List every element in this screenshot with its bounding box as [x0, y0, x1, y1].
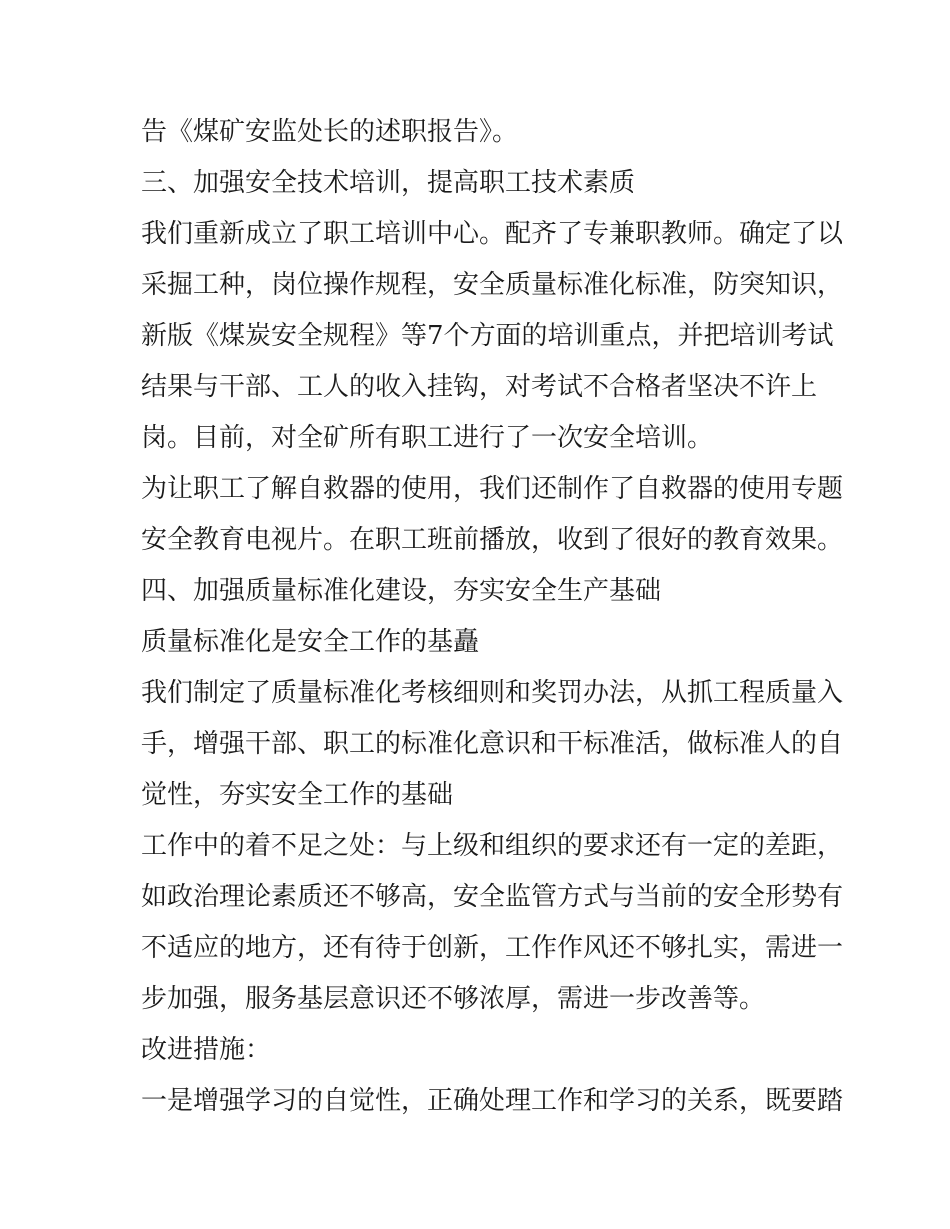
text-line: 结果与干部、工人的收入挂钩，对考试不合格者坚决不许上	[141, 372, 818, 402]
text-line: 我们制定了质量标准化考核细则和奖罚办法，从抓工程质量入	[141, 678, 844, 708]
section-heading-3: 三、加强安全技术培训，提高职工技术素质	[141, 168, 636, 198]
text-line: 不适应的地方，还有待于创新，工作作风还不够扎实，需进一	[141, 933, 844, 963]
text-line: 岗。目前，对全矿所有职工进行了一次安全培训。	[141, 423, 714, 453]
text-line: 一是增强学习的自觉性，正确处理工作和学习的关系，既要踏	[141, 1086, 844, 1116]
text-line: 质量标准化是安全工作的基矗	[141, 627, 480, 657]
text-line: 安全教育电视片。在职工班前播放，收到了很好的教育效果。	[141, 525, 844, 555]
text-line: 步加强，服务基层意识还不够浓厚，需进一步改善等。	[141, 984, 766, 1014]
text-line: 为让职工了解自救器的使用，我们还制作了自救器的使用专题	[141, 474, 844, 504]
text-line: 觉性，夯实安全工作的基础	[141, 780, 454, 810]
text-line: 告《煤矿安监处长的述职报告》。	[141, 117, 519, 147]
text-line: 我们重新成立了职工培训中心。配齐了专兼职教师。确定了以	[141, 219, 844, 249]
text-line: 手，增强干部、职工的标准化意识和干标准活，做标准人的自	[141, 729, 844, 759]
text-line: 新版《煤炭安全规程》等7个方面的培训重点，并把培训考试	[141, 321, 834, 351]
section-heading-4: 四、加强质量标准化建设，夯实安全生产基础	[141, 576, 662, 606]
text-line: 工作中的着不足之处：与上级和组织的要求还有一定的差距，	[141, 831, 844, 861]
text-line: 改进措施：	[141, 1035, 272, 1065]
document-body	[141, 107, 844, 1127]
text-line: 采掘工种，岗位操作规程，安全质量标准化标准，防突知识，	[141, 270, 844, 300]
text-line: 如政治理论素质还不够高，安全监管方式与当前的安全形势有	[141, 882, 844, 912]
